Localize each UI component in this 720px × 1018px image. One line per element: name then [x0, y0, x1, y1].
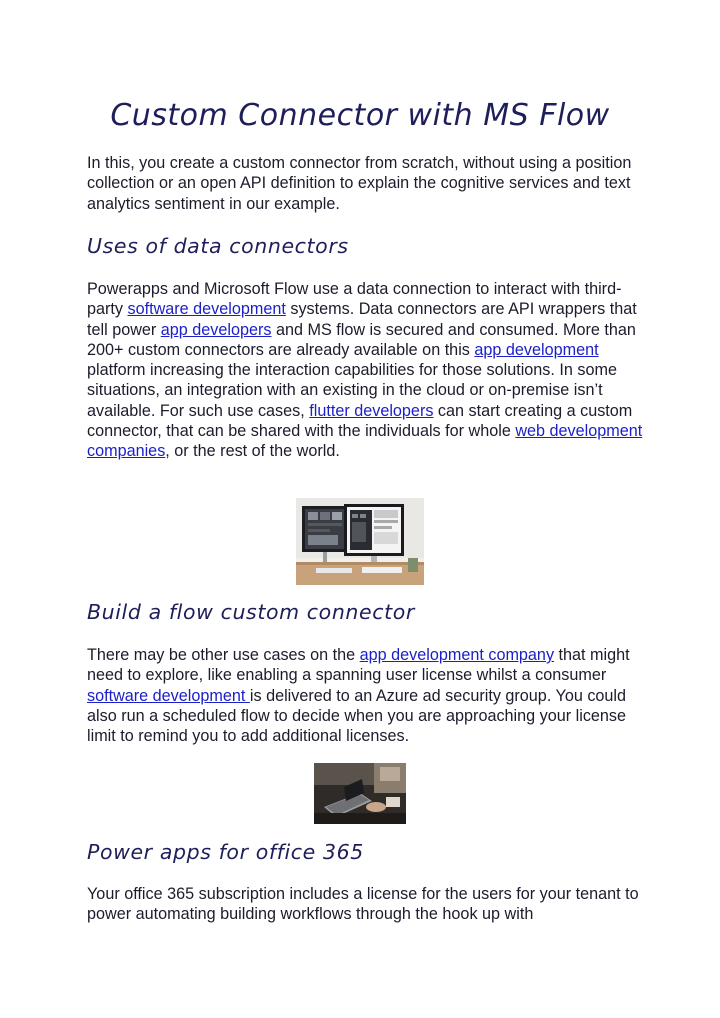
text-run: , or the rest of the world.: [165, 442, 340, 461]
laptop-desk-photo: [314, 763, 406, 824]
intro-paragraph: In this, you create a custom connector from scratch, without using a position collection or an open API definition to explain the cognitive services and text analytics sentiment in our example.: [87, 154, 632, 213]
page-title: Custom Connector with MS Flow: [110, 98, 610, 133]
link-flutter-developers[interactable]: flutter developers: [309, 401, 434, 420]
text-run: Powerapps and Microsoft Flow use a data connection to interact with third-party: [87, 280, 622, 319]
link-software-development[interactable]: software development: [127, 300, 286, 319]
uses-paragraph: [87, 279, 647, 462]
link-app-developers[interactable]: app developers: [160, 320, 272, 339]
heading-power-apps-for-office-365: Power apps for office 365: [87, 840, 364, 864]
text-run: that might need to explore, like enabling a spanning user license whilst a consumer: [87, 646, 630, 685]
link-app-development[interactable]: app development: [474, 340, 599, 359]
link-app-development-company[interactable]: app development company: [359, 646, 555, 664]
link-web-development-companies[interactable]: web development companies: [87, 422, 643, 461]
text-run: There may be other use cases on the: [87, 646, 360, 664]
text-run: systems. Data connectors are API wrappers that tell power: [87, 300, 637, 339]
text-run: and MS flow is secured and consumed. More than 200+ custom connectors are already available on this: [87, 320, 636, 359]
desk-monitors-photo: [296, 498, 424, 585]
link-software-development-2[interactable]: software development: [87, 686, 250, 705]
office-paragraph: Your office 365 subscription includes a license for the users for your tenant to power automating building workflows through the hook up with: [87, 885, 639, 924]
heading-uses-of-data-connectors: Uses of data connectors: [87, 234, 349, 258]
build-paragraph: [87, 645, 647, 746]
text-run: is delivered to an Azure ad security group. You could also run a scheduled flow to decide when you are approaching your license limit to remind you to add additional licenses.: [87, 686, 627, 746]
text-run: platform increasing the interaction capabilities for those solutions. In some situations, an integration with an existing in the cloud or on-premise isn’t available. For such use cases,: [87, 361, 617, 420]
text-run: can start creating a custom connector, that can be shared with the individuals for whole: [87, 401, 633, 441]
heading-build-a-flow-custom-connector: Build a flow custom connector: [87, 600, 415, 624]
